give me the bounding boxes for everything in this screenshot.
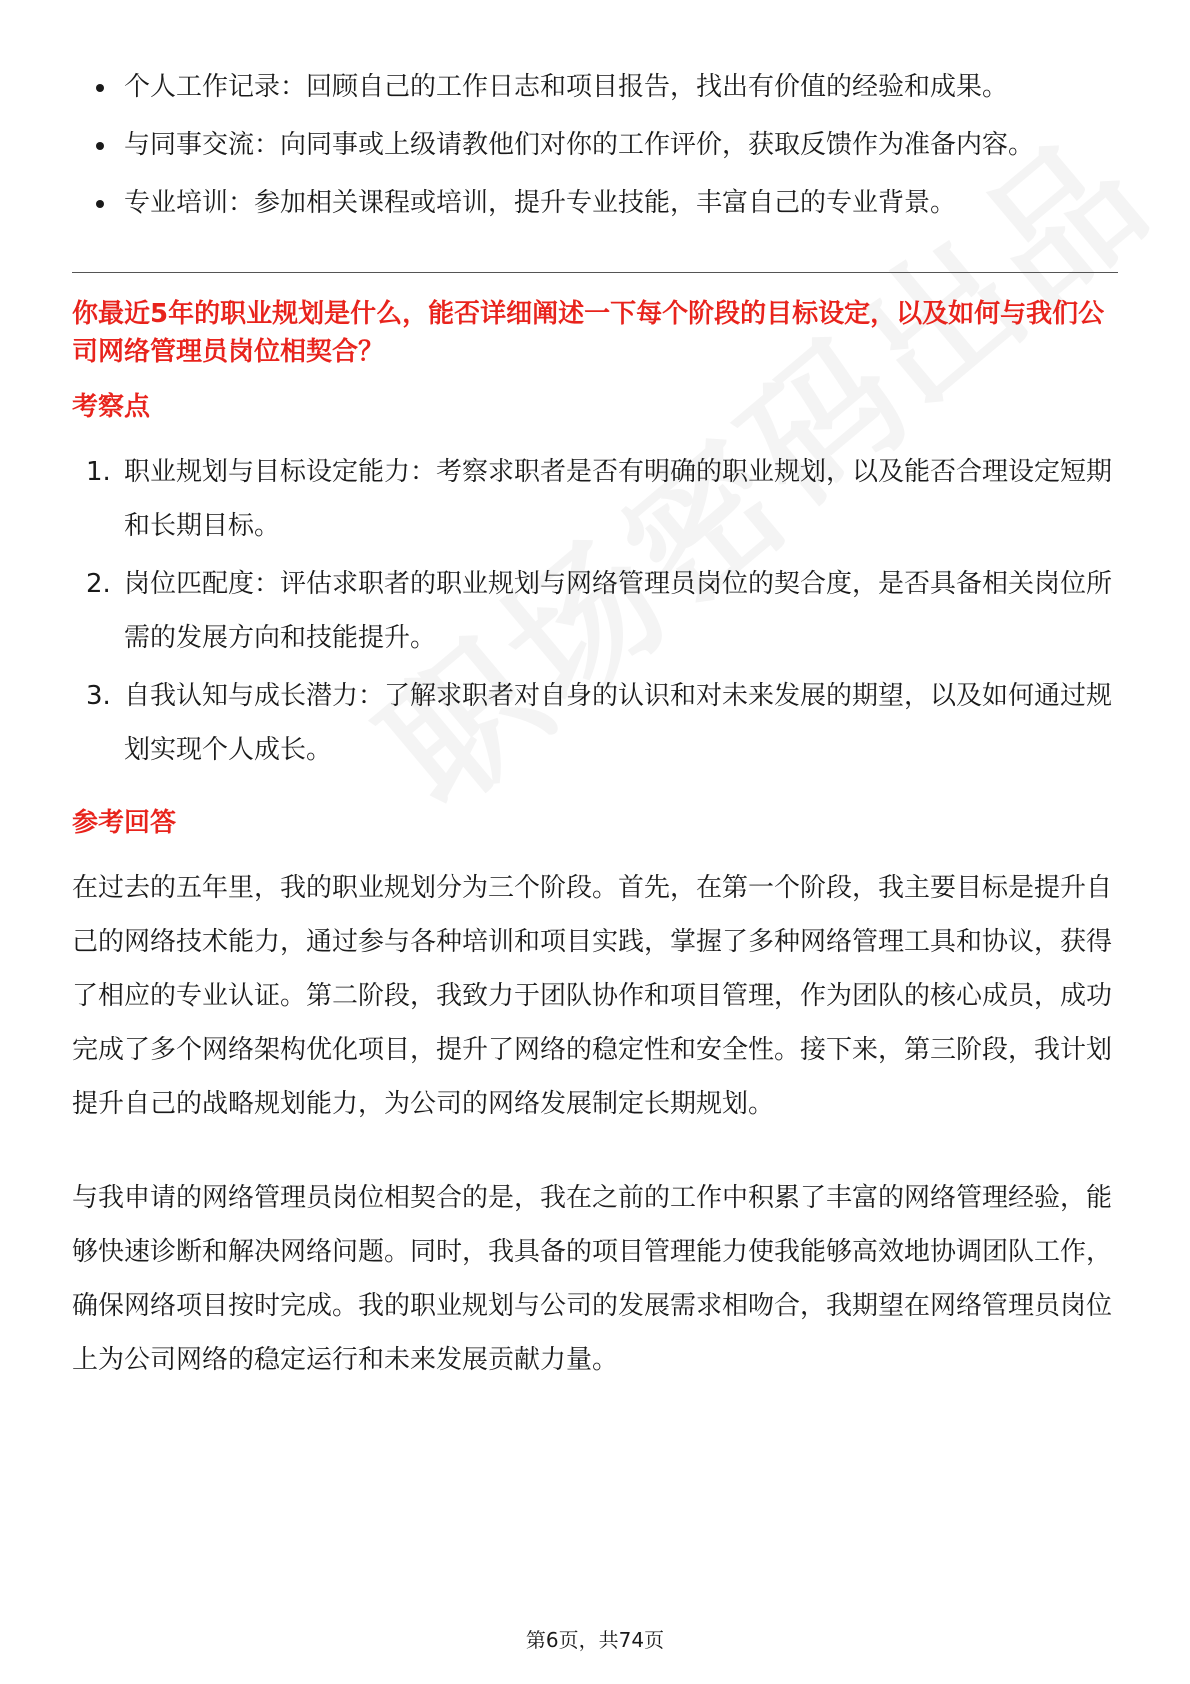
point-number: 2. xyxy=(86,569,111,599)
page-content xyxy=(72,60,1118,1387)
assessment-point xyxy=(72,669,1118,777)
page-footer: 第6页，共74页 xyxy=(525,1628,665,1652)
section-divider xyxy=(72,272,1118,273)
bullet-item xyxy=(72,60,1118,114)
assessment-point xyxy=(72,445,1118,553)
point-number: 3. xyxy=(86,681,111,711)
bullet-item xyxy=(72,176,1118,230)
interview-question: 你最近5年的职业规划是什么，能否详细阐述一下每个阶段的目标设定，以及如何与我们公司网络管理员岗位相契合？ xyxy=(72,299,1105,367)
preparation-bullet-list xyxy=(72,60,1118,230)
point-number: 1. xyxy=(86,457,111,487)
assessment-point xyxy=(72,557,1118,665)
assessment-point-list xyxy=(72,445,1118,777)
bullet-text: 专业培训：参加相关课程或培训，提升专业技能，丰富自己的专业背景。 xyxy=(124,188,957,218)
point-text: 自我认知与成长潜力：了解求职者对自身的认识和对未来发展的期望，以及如何通过规划实现个人成长。 xyxy=(124,681,1113,765)
bullet-text: 与同事交流：向同事或上级请教他们对你的工作评价，获取反馈作为准备内容。 xyxy=(124,130,1035,160)
answer-title: 参考回答 xyxy=(72,808,177,838)
bullet-dot-icon xyxy=(96,142,104,150)
bullet-text: 个人工作记录：回顾自己的工作日志和项目报告，找出有价值的经验和成果。 xyxy=(124,72,1009,102)
bullet-item xyxy=(72,118,1118,172)
answer-paragraph: 与我申请的网络管理员岗位相契合的是，我在之前的工作中积累了丰富的网络管理经验，能够快速诊断和解决网络问题。同时，我具备的项目管理能力使我能够高效地协调团队工作，确保网络项目按时完成。我的职业规划与公司的发展需求相吻合，我期望在网络管理员岗位上为公司网络的稳定运行和未来发展贡献力量。 xyxy=(72,1183,1113,1375)
answer-paragraph: 在过去的五年里，我的职业规划分为三个阶段。首先，在第一个阶段，我主要目标是提升自己的网络技术能力，通过参与各种培训和项目实践，掌握了多种网络管理工具和协议，获得了相应的专业认证。第二阶段，我致力于团队协作和项目管理，作为团队的核心成员，成功完成了多个网络架构优化项目，提升了网络的稳定性和安全性。接下来，第三阶段，我计划提升自己的战略规划能力，为公司的网络发展制定长期规划。 xyxy=(72,873,1113,1119)
assessment-title: 考察点 xyxy=(72,392,151,422)
bullet-dot-icon xyxy=(96,200,104,208)
bullet-dot-icon xyxy=(96,84,104,92)
point-text: 职业规划与目标设定能力：考察求职者是否有明确的职业规划，以及能否合理设定短期和长期目标。 xyxy=(124,457,1113,541)
point-text: 岗位匹配度：评估求职者的职业规划与网络管理员岗位的契合度，是否具备相关岗位所需的发展方向和技能提升。 xyxy=(124,569,1113,653)
